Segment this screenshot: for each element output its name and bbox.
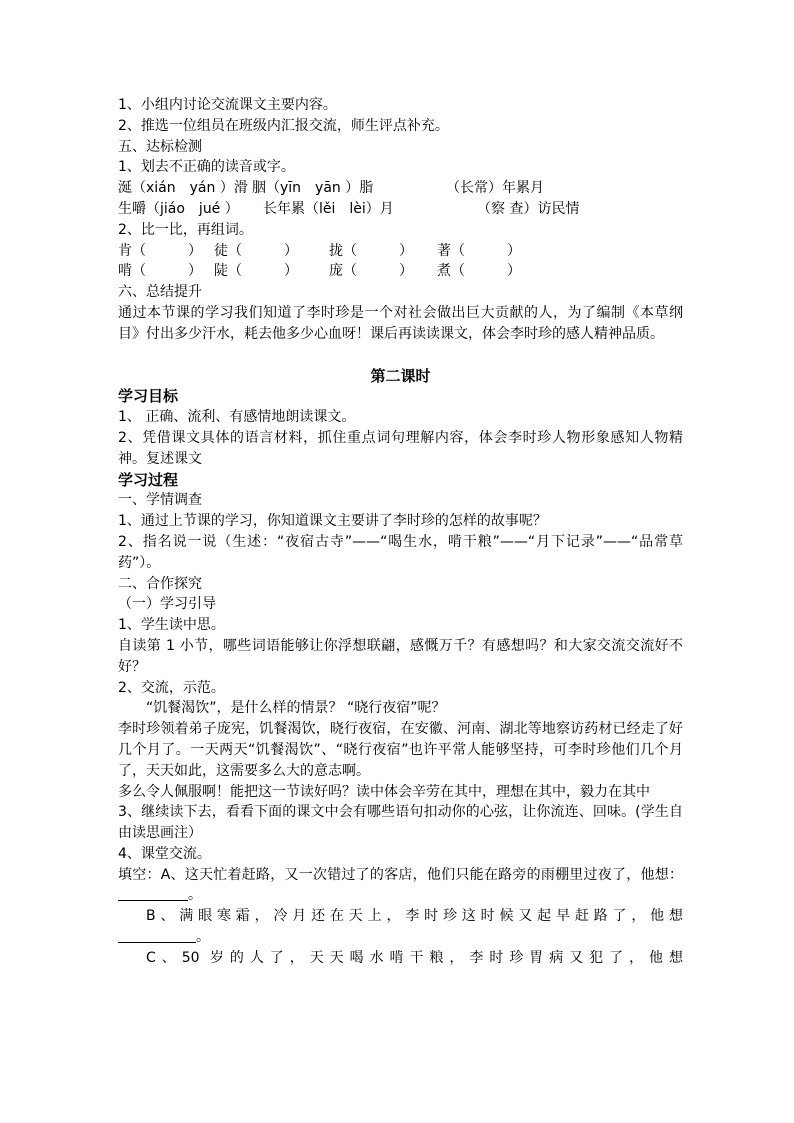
section-2-title: 二、合作探究 (118, 575, 202, 592)
word-item: 拢（ ） (329, 242, 413, 259)
section-2-subtitle: （一）学习引导 (118, 596, 216, 613)
goal-1: 1、 正确、流利、有感情地朗读课文。 (118, 409, 356, 426)
section-2-q2: 2、交流，示范。 (118, 679, 225, 696)
word-item: 庞（ ） (329, 263, 413, 280)
fill-a-blank[interactable] (118, 886, 188, 901)
fill-b-end: 。 (196, 929, 210, 946)
summary-paragraph: 通过本节课的学习我们知道了李时珍是一个对社会做出巨大贡献的人，为了编制《本草纲目》付出多少汗水，耗去他多少心血呀！课后再读读课文，体会李时珍的感人精神品质。 (118, 304, 683, 342)
word-item: 陡（ ） (214, 263, 298, 280)
section-2-q3: 3、继续读下去，看看下面的课文中会有哪些语句扣动你的心弦，让你流连、回味。(学生自由读思画注） (118, 804, 683, 842)
section-1-title: 一、学情调查 (118, 492, 202, 509)
section-2-q1-text: 自读第 1 小节，哪些词语能够让你浮想联翩，感慨万千？有感想吗？和大家交流交流好不好？ (118, 637, 683, 675)
fill-b-text: B、满眼寒霜，冷月还在天上，李时珍这时候又起早赶路了，他想 (146, 908, 683, 925)
word-item: 肯（ ） (118, 242, 202, 259)
fill-blank-c (118, 948, 683, 969)
word-row-1 (118, 241, 683, 262)
fill-c-text: C、50 岁的人了，天天喝水啃干粮，李时珍胃病又犯了，他想 (146, 949, 683, 966)
pinyin-item: （长常）年累月 (446, 180, 544, 197)
word-item: 徒（ ） (214, 242, 298, 259)
pinyin-item: 长年累（lěi lèi）月 (263, 200, 394, 217)
pinyin-item: 涎（xián yán ）滑 (118, 180, 248, 197)
fill-a-text: 填空：A、这天忙着赶路，又一次错过了的客店，他们只能在路旁的雨棚里过夜了，他想： (118, 866, 683, 883)
word-item: 啃（ ） (118, 263, 202, 280)
section-6-title: 六、总结提升 (118, 284, 202, 301)
word-item: 煮（ ） (437, 263, 521, 280)
pinyin-item: 生嚼（jiáo jué ） (118, 200, 239, 217)
goals-heading: 学习目标 (118, 387, 179, 406)
section-2-q1: 1、学生读中思。 (118, 617, 225, 634)
lesson-2-title: 第二课时 (370, 366, 431, 385)
section-2-q2-paragraph-2: 多么令人佩服啊！能把这一节读好吗？读中体会辛劳在其中，理想在其中，毅力在其中 (118, 783, 650, 800)
section-5-title: 五、达标检测 (118, 138, 202, 155)
fill-b-blank[interactable] (118, 928, 196, 943)
word-item: 著（ ） (437, 242, 521, 259)
step-2: 2、推选一位组员在班级内汇报交流，师生评点补充。 (118, 117, 449, 134)
fill-a-end: 。 (188, 887, 202, 904)
word-row-2 (118, 261, 683, 282)
pinyin-item: 胭（yīn yān ）脂 (252, 180, 374, 197)
process-heading: 学习过程 (118, 470, 179, 489)
fill-blank-a (118, 865, 683, 907)
section-2-q2-quote: “饥餐渴饮”，是什么样的情景？ “晓行夜宿”呢？ (146, 700, 446, 717)
pinyin-row-1 (118, 178, 683, 199)
section-2-q4: 4、课堂交流。 (118, 845, 211, 862)
goal-2: 2、凭借课文具体的语言材料，抓住重点词句理解内容，体会李时珍人物形象感知人物精神。复述课文 (118, 429, 683, 467)
pinyin-item: （察 查）访民情 (477, 200, 580, 217)
section-1-q2: 2、指名说一说（生述：“夜宿古寺”——“喝生水，啃干粮”——“月下记录”——“品常草药”）。 (118, 533, 683, 571)
fill-blank-b (118, 906, 683, 927)
pinyin-row-2 (118, 199, 683, 220)
fill-blank-b-line2 (118, 927, 683, 948)
document-page (118, 95, 683, 969)
question-1-title: 1、划去不正确的读音或字。 (118, 159, 295, 176)
question-2-title: 2、比一比，再组词。 (118, 221, 253, 238)
section-1-q1: 1、通过上节课的学习，你知道课文主要讲了李时珍的怎样的故事呢？ (118, 513, 547, 530)
step-1: 1、小组内讨论交流课文主要内容。 (118, 97, 337, 113)
section-2-q2-paragraph-1: 李时珍领着弟子庞宪，饥餐渴饮，晓行夜宿，在安徽、河南、湖北等地察访药材已经走了好几个月了。一天两天“饥餐渴饮”、“晓行夜宿”也许平常人能够坚持，可李时珍他们几个月了，天天如此，这需要多么大的意志啊。 (118, 721, 683, 779)
